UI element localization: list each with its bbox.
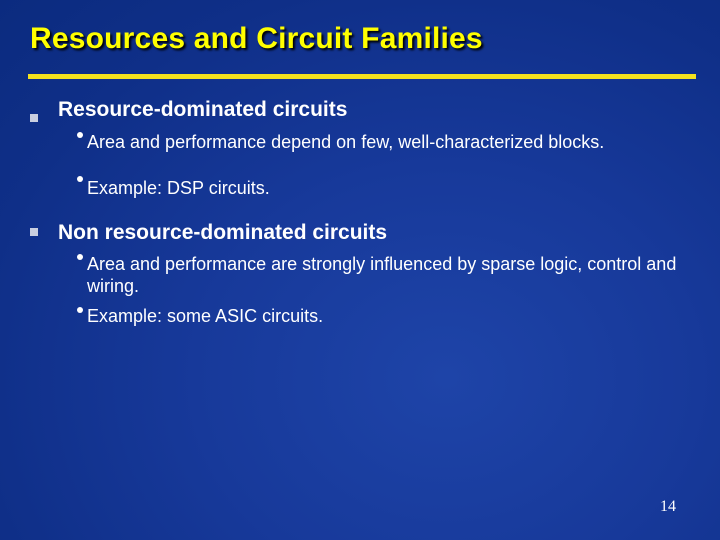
bullet-dot-icon [77,307,83,313]
title-underline [28,74,696,79]
page-number: 14 [660,498,676,515]
bullet-dot-icon [77,176,83,182]
slide-title: Resources and Circuit Families [30,22,483,55]
sub-bullet-asic-example: Example: some ASIC circuits. [87,306,324,326]
bullet-non-resource-dominated: Non resource-dominated circuits [58,221,388,244]
bullet-dot-icon [77,132,83,138]
bullet-square-icon [30,114,38,122]
bullet-dot-icon [77,254,83,260]
bullet-resource-dominated: Resource-dominated circuits [58,98,348,121]
sub-bullet-area-blocks: Area and performance depend on few, well-characterized blocks. [87,132,605,152]
bullet-square-icon [30,228,38,236]
sub-bullet-area-sparse-logic: Area and performance are strongly influenced by sparse logic, control and wiring. [87,254,677,296]
sub-bullet-dsp-example: Example: DSP circuits. [87,178,270,198]
